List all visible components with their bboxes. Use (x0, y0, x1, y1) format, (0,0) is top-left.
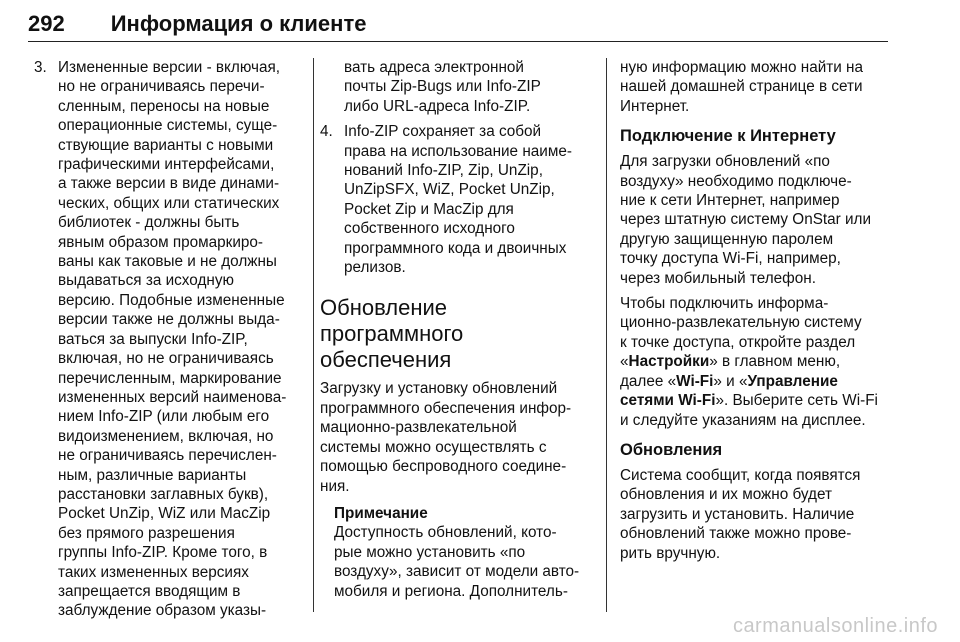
text-line: Для загрузки обновлений «по (620, 153, 830, 171)
text-line: ствующие варианты с новыми (58, 136, 274, 154)
text-fragment: ». Выберите сеть Wi-Fi (715, 392, 878, 410)
note-title: Примечание (334, 504, 428, 522)
text-line: права на использование наиме- (344, 142, 572, 160)
text-line: помощью беспроводного соедине- (320, 458, 567, 476)
column-3 (620, 58, 890, 563)
text-line: ную информацию можно найти на (620, 59, 864, 76)
text-line: мобиля и региона. Дополнитель- (334, 582, 568, 600)
list-number: 4. (320, 123, 333, 141)
text-line: группы Info-ZIP. Кроме того, в (58, 544, 268, 562)
text-line: ным, различные варианты (58, 466, 247, 484)
list-item-continuation (320, 58, 596, 116)
page-header (28, 4, 888, 42)
text-line: системы можно осуществлять с (320, 438, 547, 456)
text-line: нием Info-ZIP (или любым его (58, 408, 270, 426)
text-line: релизов. (344, 259, 406, 277)
text-line (620, 372, 890, 391)
text-line: операционные системы, суще- (58, 117, 278, 135)
text-line: к точке доступа, откройте раздел (620, 333, 856, 351)
watermark: carmanualsonline.info (732, 615, 938, 637)
text-line: версии также не должны выда- (58, 311, 280, 329)
text-line: не ограничиваясь перечислен- (58, 447, 277, 465)
text-line: Pocket Zip и MacZip для (344, 200, 514, 218)
text-line: расстановки заглавных букв), (58, 485, 269, 503)
text-line: графическими интерфейсами, (58, 156, 275, 174)
text-line: вать адреса электронной (344, 59, 524, 76)
text-fragment: далее « (620, 372, 677, 390)
text-fragment: « (620, 353, 629, 371)
text-line: нашей домашней странице в сети (620, 78, 863, 96)
text-line: обновлений также можно прове- (620, 525, 852, 543)
list-number: 3. (34, 59, 47, 76)
text-line: Интернет. (620, 97, 690, 115)
text-line: либо URL-адреса Info-ZIP. (344, 97, 531, 115)
text-line: версию. Подобные измененные (58, 291, 285, 309)
text-line: ние к сети Интернет, например (620, 192, 840, 210)
text-line: Измененные версии - включая, (58, 59, 280, 76)
text-line: а также версии в виде динами- (58, 175, 280, 193)
text-line: рые можно установить «по (334, 543, 526, 561)
section-heading-software-update (320, 295, 596, 373)
note-block (320, 504, 596, 601)
text-line: без прямого разрешения (58, 524, 235, 542)
text-line: точку доступа Wi-Fi, например, (620, 250, 841, 268)
text-line: ваться за выпуски Info-ZIP, (58, 330, 248, 348)
text-line: ционно-развлекательную систему (620, 314, 862, 332)
text-line: Чтобы подключить информа- (620, 295, 829, 313)
text-line: Info-ZIP сохраняет за собой (344, 123, 542, 141)
text-line: но не ограничиваясь перечи- (58, 78, 265, 96)
list-item-text (58, 58, 304, 621)
text-line: нований Info-ZIP, Zip, UnZip, (344, 162, 543, 180)
text-line: Обновление (320, 295, 448, 321)
paragraph-wifi-instructions (620, 294, 890, 430)
text-line: перечисленным, маркирование (58, 369, 282, 387)
text-line: Доступность обновлений, кото- (334, 524, 557, 542)
column-2 (320, 58, 596, 601)
text-line: ния. (320, 477, 350, 495)
section-heading-updates: Обновления (620, 440, 723, 459)
text-line: Загрузку и установку обновлений (320, 380, 558, 398)
text-line: почты Zip-Bugs или Info-ZIP (344, 78, 541, 96)
menu-name-settings: Настройки (628, 353, 710, 371)
text-line: запрещается вводящим в (58, 582, 241, 600)
text-line: включая, но не ограничиваясь (58, 350, 274, 368)
text-line: таких измененных версиях (58, 563, 249, 581)
column-divider (606, 58, 607, 612)
text-line: ческих, общих или статических (58, 194, 280, 212)
text-line (620, 391, 890, 410)
text-line (620, 352, 890, 371)
text-line: через мобильный телефон. (620, 269, 816, 287)
menu-name-manage: Управление (747, 372, 838, 390)
text-line: другую защищенную паролем (620, 230, 834, 248)
column-divider (313, 58, 314, 612)
section-heading-internet: Подключение к Интернету (620, 127, 836, 146)
text-line: загрузить и установить. Наличие (620, 505, 855, 523)
paragraph-continuation (620, 58, 890, 116)
text-line: воздуху» необходимо подключе- (620, 172, 852, 190)
text-line: программного обеспечения инфор- (320, 399, 572, 417)
text-line: программного (320, 321, 464, 347)
text-line: мационно-развлекательной (320, 419, 517, 437)
text-line: сленным, переносы на новые (58, 97, 270, 115)
column-1 (34, 58, 304, 621)
paragraph (620, 152, 890, 288)
menu-name-wifi: Wi-Fi (676, 372, 714, 390)
text-fragment: » в главном меню, (709, 353, 841, 371)
text-line: и следуйте указаниям на дисплее. (620, 411, 866, 429)
text-line: выдаваться за исходную (58, 272, 234, 290)
text-line: рить вручную. (620, 544, 721, 562)
text-fragment: » и « (713, 372, 748, 390)
text-line: заблуждение образом указы- (58, 602, 267, 620)
text-line: Система сообщит, когда появятся (620, 466, 861, 484)
menu-name-manage-networks: сетями Wi-Fi (620, 392, 716, 410)
text-line: видоизменением, включая, но (58, 427, 274, 445)
page-number: 292 (28, 11, 65, 36)
text-line: ваны как таковые и не должны (58, 253, 277, 271)
text-line: собственного исходного (344, 220, 515, 238)
text-line: библиотек - должны быть (58, 214, 240, 232)
page-title: Информация о клиенте (110, 11, 367, 36)
list-item-3 (34, 58, 304, 621)
text-line: Pocket UnZip, WiZ или MacZip (58, 505, 271, 523)
list-item-4 (320, 122, 596, 277)
text-line: UnZipSFX, WiZ, Pocket UnZip, (344, 181, 555, 199)
note-text (334, 523, 596, 601)
paragraph (620, 466, 890, 563)
paragraph (320, 379, 596, 495)
list-item-text (344, 122, 596, 277)
text-line: через штатную систему OnStar или (620, 211, 872, 229)
text-line: обновления и их можно будет (620, 486, 832, 504)
text-line: воздуху», зависит от модели авто- (334, 563, 580, 581)
text-line: явным образом промаркиро- (58, 233, 264, 251)
text-line: обеспечения (320, 347, 452, 373)
text-line: программного кода и двоичных (344, 239, 567, 257)
text-line: измененных версий наименова- (58, 388, 287, 406)
